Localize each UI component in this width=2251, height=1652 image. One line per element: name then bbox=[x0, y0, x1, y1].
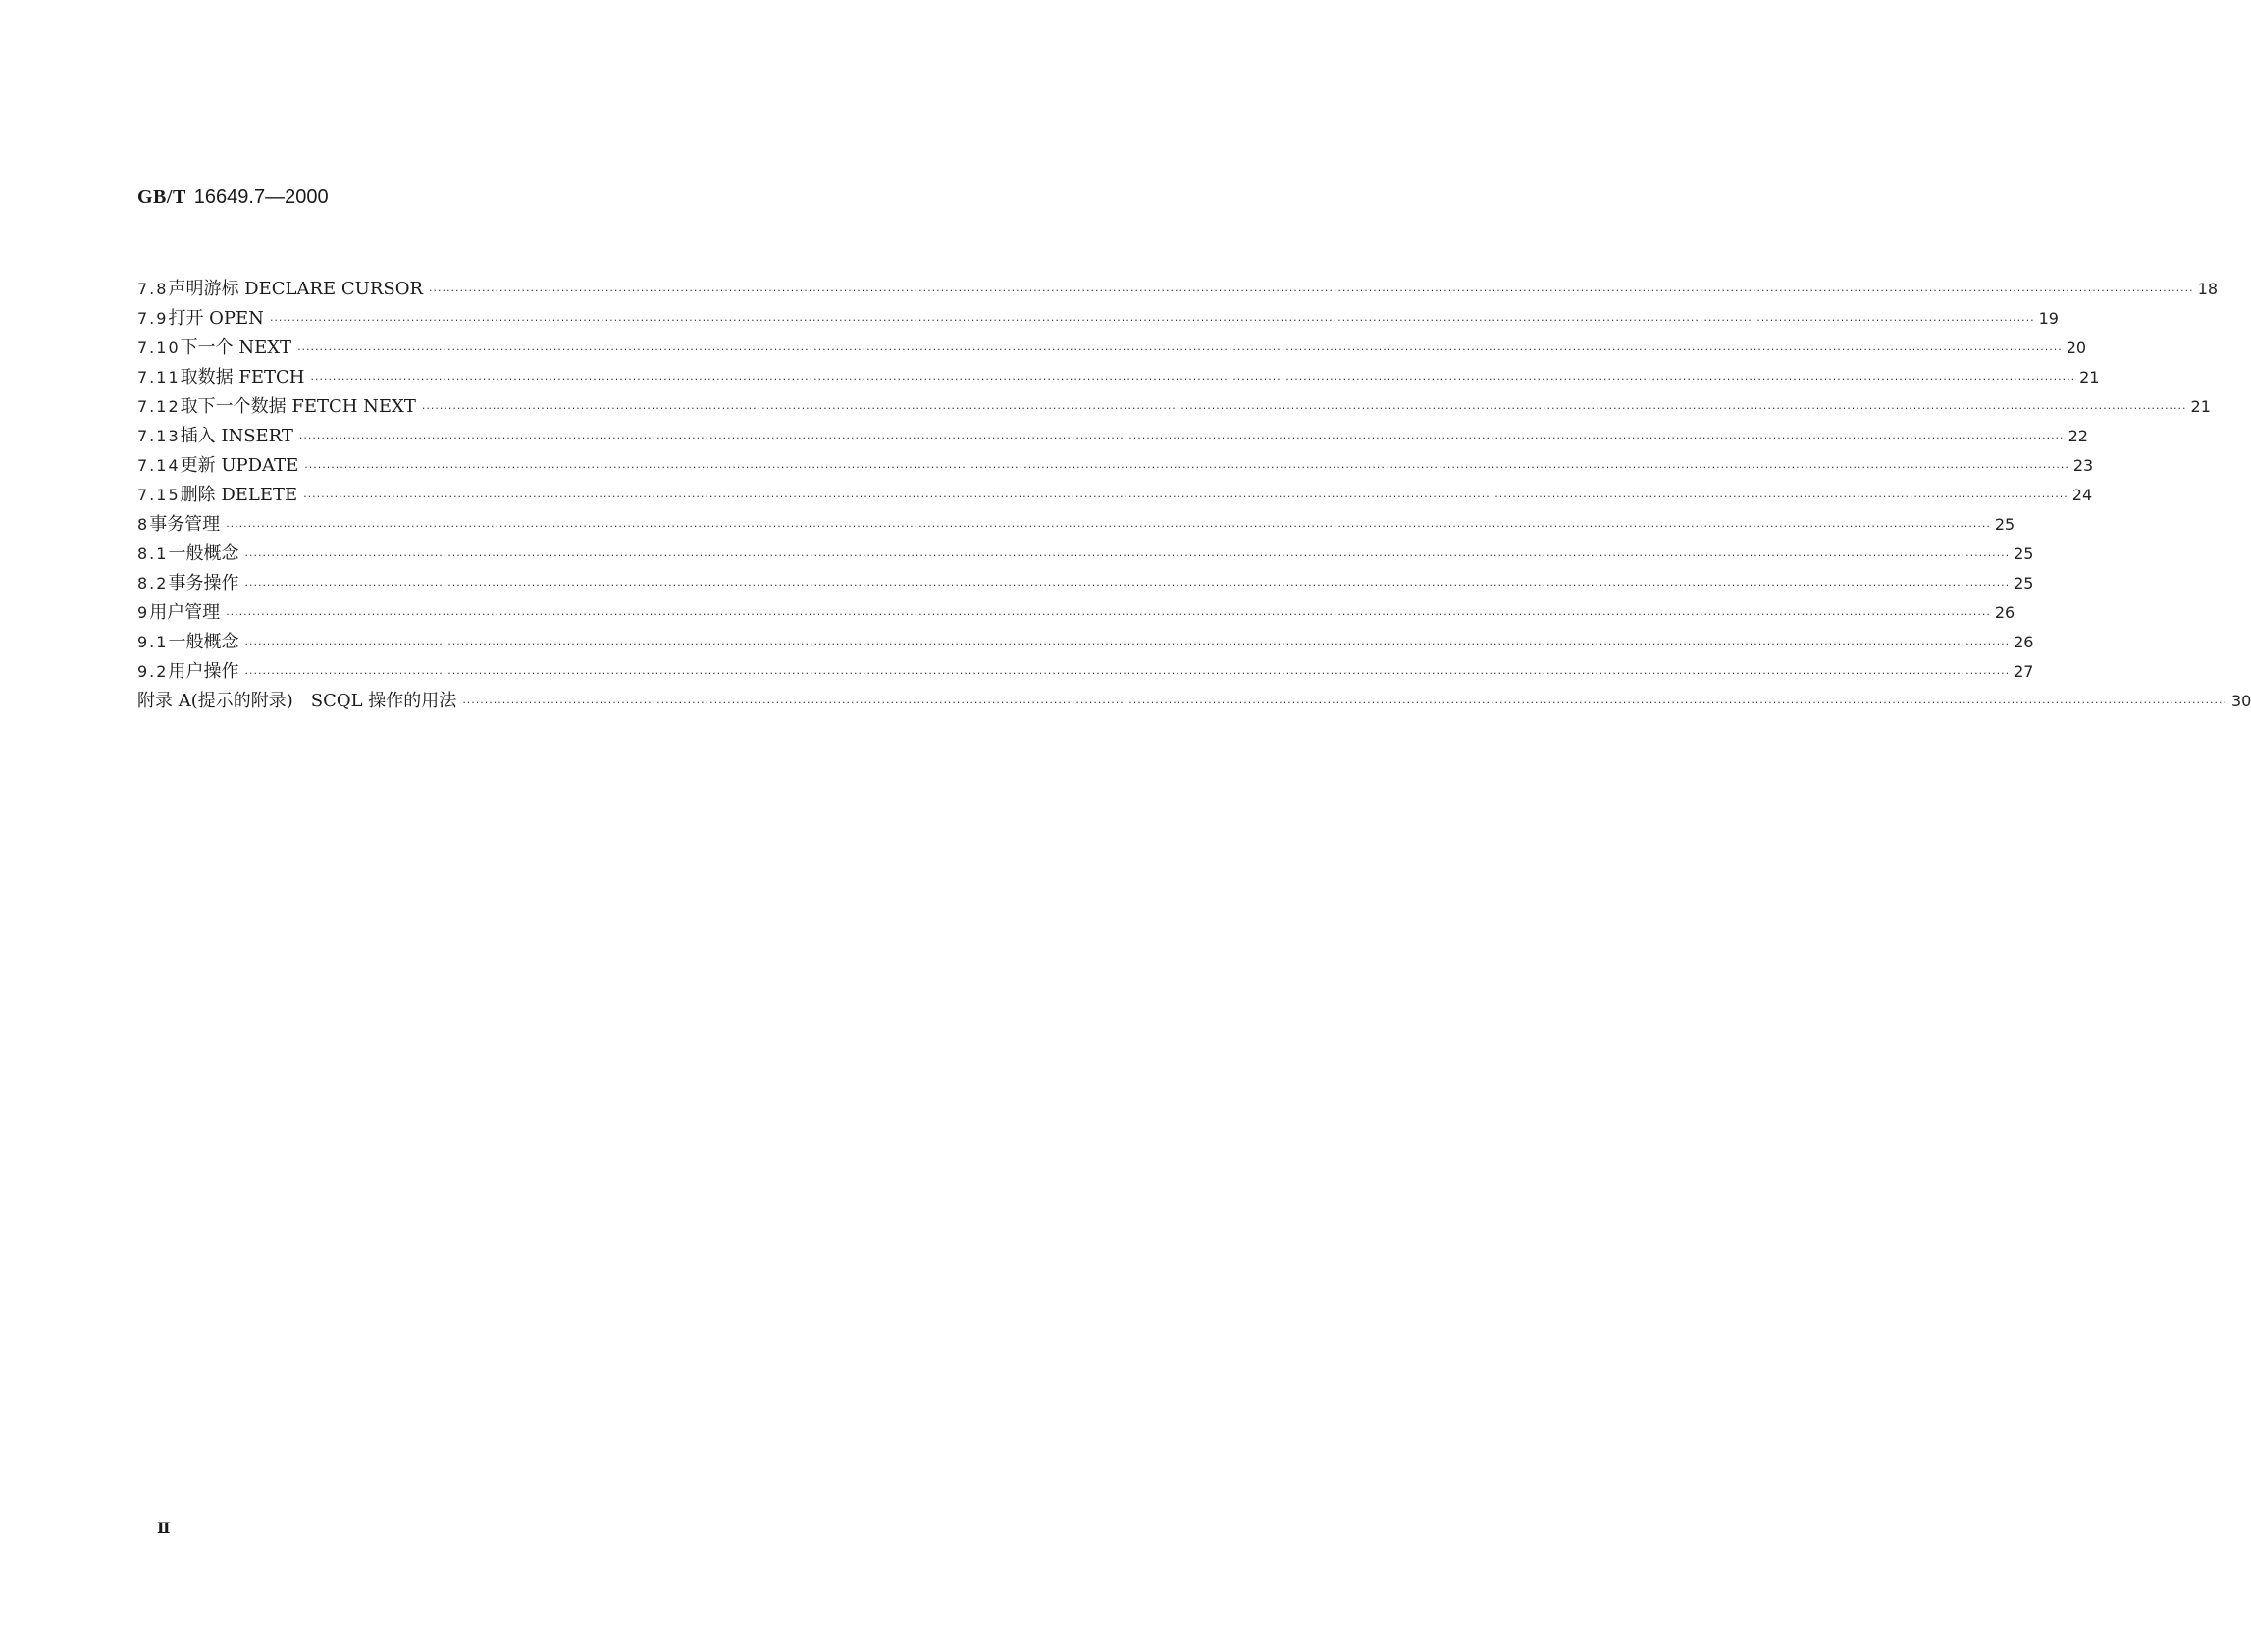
toc-leader-dots: ················································································································································································································································································································································································································ bbox=[269, 314, 2035, 327]
toc-entry[interactable] bbox=[137, 540, 2034, 569]
toc-entry[interactable] bbox=[137, 481, 2093, 510]
toc-entry-page: 22 bbox=[2068, 427, 2088, 445]
toc-leader-dots: ················································································································································································································································································································································································································ bbox=[310, 373, 2076, 386]
toc-entry-title: 事务操作 bbox=[168, 573, 239, 594]
toc-entry-page: 21 bbox=[2079, 368, 2100, 387]
toc-entry[interactable] bbox=[137, 657, 2034, 687]
toc-entry-title: 用户操作 bbox=[168, 661, 239, 682]
standard-number: 16649.7—2000 bbox=[193, 186, 329, 208]
toc-leader-dots: ················································································································································································································································································································································································································ bbox=[297, 343, 2063, 356]
toc-entry-title: 打开 OPEN bbox=[168, 308, 264, 329]
toc-entry-title: 取下一个数据 FETCH NEXT bbox=[180, 396, 416, 417]
toc-entry-page: 25 bbox=[1994, 515, 2015, 534]
toc-entry-title: 插入 INSERT bbox=[180, 426, 293, 446]
toc-leader-dots: ················································································································································································································································································································································································································ bbox=[244, 549, 2011, 562]
toc-entry-title: 声明游标 DECLARE CURSOR bbox=[168, 279, 424, 299]
toc-leader-dots: ················································································································································································································································································································································································································ bbox=[421, 402, 2187, 415]
toc-entry-number: 7.11 bbox=[137, 368, 181, 387]
toc-entry[interactable] bbox=[137, 363, 2100, 392]
toc-entry-page: 20 bbox=[2066, 338, 2087, 357]
toc-entry-number: 7.9 bbox=[137, 309, 169, 328]
toc-entry-page: 27 bbox=[2014, 662, 2034, 681]
toc-leader-dots: ················································································································································································································································································································································································································ bbox=[244, 667, 2011, 680]
toc-entry-number: 9.2 bbox=[137, 662, 169, 681]
toc-entry-title: 一般概念 bbox=[168, 543, 239, 564]
toc-entry[interactable] bbox=[137, 510, 2015, 540]
toc-leader-dots: ················································································································································································································································································································································································································ bbox=[462, 697, 2227, 709]
toc-leader-dots: ················································································································································································································································································································································································································ bbox=[226, 520, 1991, 533]
toc-entry-page: 18 bbox=[2197, 280, 2219, 298]
toc-entry-number: 7.10 bbox=[137, 338, 181, 357]
toc-leader-dots: ················································································································································································································································································································································································································ bbox=[244, 579, 2011, 592]
toc-leader-dots: ················································································································································································································································································································································································································ bbox=[304, 461, 2069, 474]
toc-entry-page: 23 bbox=[2072, 456, 2094, 475]
toc-entry[interactable] bbox=[137, 451, 2094, 481]
toc-entry[interactable] bbox=[137, 334, 2087, 363]
toc-entry-number: 7.8 bbox=[137, 280, 169, 298]
toc-entry-page: 25 bbox=[2014, 544, 2034, 563]
toc-entry-number: 7.13 bbox=[137, 427, 181, 445]
toc-entry[interactable] bbox=[137, 628, 2034, 657]
toc-entry-number: 9.1 bbox=[137, 633, 169, 651]
toc-entry-page: 21 bbox=[2190, 397, 2211, 416]
toc-entry-title: 更新 UPDATE bbox=[180, 455, 299, 476]
toc-entry-number: 9 bbox=[137, 603, 150, 622]
toc-entry-number: 8 bbox=[137, 515, 150, 534]
document-header bbox=[137, 182, 329, 211]
toc-entry-title: 一般概念 bbox=[168, 632, 239, 652]
toc-entry-title: 删除 DELETE bbox=[180, 485, 298, 505]
toc-entry-title: 下一个 NEXT bbox=[180, 337, 292, 358]
toc-entry-appendix[interactable] bbox=[137, 687, 2251, 716]
toc-entry-number: 7.14 bbox=[137, 456, 181, 475]
toc-entry-title: 用户管理 bbox=[149, 602, 221, 623]
toc-leader-dots: ················································································································································································································································································································································································································ bbox=[298, 432, 2065, 444]
toc-entry[interactable] bbox=[137, 422, 2088, 451]
toc-entry-page: 30 bbox=[2230, 692, 2251, 710]
toc-entry-page: 19 bbox=[2038, 309, 2059, 328]
toc-entry-title: 附录 A(提示的附录) SCQL 操作的用法 bbox=[137, 691, 457, 711]
toc-leader-dots: ················································································································································································································································································································································································································ bbox=[303, 490, 2068, 503]
toc-entry[interactable] bbox=[137, 598, 2015, 628]
toc-entry[interactable] bbox=[137, 275, 2219, 304]
toc-entry-title: 事务管理 bbox=[149, 514, 221, 535]
toc-entry-number: 8.1 bbox=[137, 544, 169, 563]
standard-prefix: GB/T bbox=[137, 186, 186, 208]
toc-entry[interactable] bbox=[137, 304, 2059, 334]
toc-leader-dots: ················································································································································································································································································································································································································ bbox=[429, 284, 2194, 297]
toc-entry-page: 24 bbox=[2071, 486, 2093, 504]
toc-entry-page: 26 bbox=[2014, 633, 2034, 651]
toc-leader-dots: ················································································································································································································································································································································································································ bbox=[226, 608, 1991, 621]
toc-entry[interactable] bbox=[137, 569, 2034, 598]
toc-entry-page: 26 bbox=[1994, 603, 2015, 622]
toc-entry-number: 8.2 bbox=[137, 574, 169, 593]
page-number: Ⅱ bbox=[157, 1521, 170, 1537]
toc-entry-title: 取数据 FETCH bbox=[180, 367, 305, 387]
toc-leader-dots: ················································································································································································································································································································································································································ bbox=[244, 638, 2011, 650]
toc-entry[interactable] bbox=[137, 392, 2211, 422]
toc-entry-number: 7.12 bbox=[137, 397, 181, 416]
toc-entry-number: 7.15 bbox=[137, 486, 181, 504]
toc-entry-page: 25 bbox=[2014, 574, 2034, 593]
